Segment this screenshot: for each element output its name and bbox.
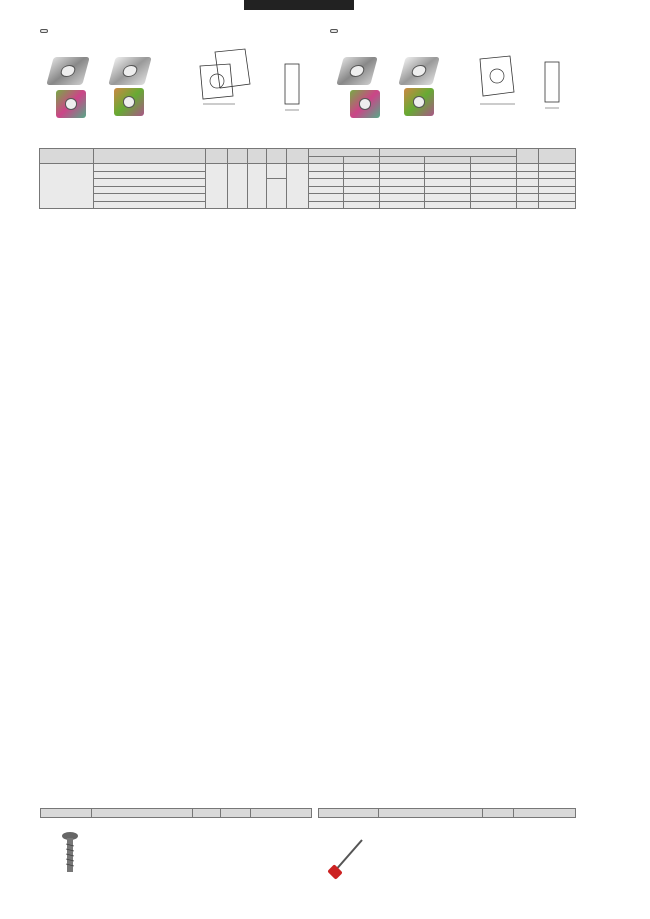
grade-cell-c425 (379, 201, 425, 209)
dim-ic (227, 164, 247, 209)
grade-cell-h216 (344, 179, 379, 187)
price (538, 164, 575, 172)
col-ic (227, 149, 247, 164)
price (538, 179, 575, 187)
col-coated (379, 149, 516, 157)
col-uncoated (309, 149, 380, 157)
grade-cell-c430 (425, 171, 471, 179)
stock (516, 171, 538, 179)
type310-title (330, 29, 338, 33)
driver-table (318, 808, 576, 818)
clamping-screw-table (40, 808, 312, 818)
grade-cell-c430 (425, 179, 471, 187)
stock (516, 186, 538, 194)
grade-cell-c425 (379, 179, 425, 187)
model-number (94, 164, 206, 172)
model-number (94, 179, 206, 187)
col-s (247, 149, 267, 164)
grade-cell-c425 (379, 164, 425, 172)
grade-cell-h216 (344, 164, 379, 172)
dim-d1 (287, 164, 309, 209)
grade-h210t (309, 156, 344, 164)
insert-dimension-drawing-left (175, 44, 315, 120)
grade-h216t (344, 156, 379, 164)
stock (516, 164, 538, 172)
stock (516, 179, 538, 187)
table-row (40, 164, 576, 172)
insert-image-m50q (114, 88, 144, 116)
stock (516, 201, 538, 209)
dim-re (267, 179, 287, 209)
stock (516, 194, 538, 202)
ecocut-insert-table (39, 148, 576, 209)
grade-cell-c430 (425, 186, 471, 194)
hand (206, 164, 228, 209)
grade-cell-c435 (471, 179, 517, 187)
insert-dimension-drawing-right (470, 44, 575, 120)
grade-cell-c435 (471, 194, 517, 202)
model-number (94, 171, 206, 179)
price (538, 201, 575, 209)
grade-cell-c425 (379, 194, 425, 202)
grade-cell-c435 (471, 201, 517, 209)
grade-cell-c425 (379, 171, 425, 179)
price (538, 186, 575, 194)
screw-icon (55, 830, 85, 880)
model-number (94, 201, 206, 209)
grade-cell-h210 (309, 179, 344, 187)
grade-cell-h210 (309, 186, 344, 194)
dim-re (267, 164, 287, 179)
top-tab-bar (244, 0, 354, 10)
insert-image-27q (108, 57, 152, 85)
insert-image-27q-n (398, 57, 440, 85)
grade-cell-c430 (425, 194, 471, 202)
model-number (94, 186, 206, 194)
grade-cell-h216 (344, 201, 379, 209)
col-price (538, 149, 575, 164)
insert-image-27p-n (336, 57, 378, 85)
grade-ctcp425 (379, 156, 425, 164)
col-type (40, 149, 94, 164)
insert-image-er-el (56, 90, 86, 118)
col-hand (206, 149, 228, 164)
grade-ctpp430 (425, 156, 471, 164)
grade-cell-h210 (309, 171, 344, 179)
grade-cell-c430 (425, 164, 471, 172)
price (538, 171, 575, 179)
model-number (94, 194, 206, 202)
grade-cell-h216 (344, 186, 379, 194)
insert-image-m50q-n (404, 88, 434, 116)
type12-title (40, 29, 48, 33)
insert-image-27p (46, 57, 90, 85)
grade-cell-c435 (471, 164, 517, 172)
col-model (94, 149, 206, 164)
grade-cell-c435 (471, 171, 517, 179)
col-d1 (287, 149, 309, 164)
grade-cell-c435 (471, 186, 517, 194)
col-re (267, 149, 287, 164)
screwdriver-icon (326, 832, 371, 880)
grade-cell-c430 (425, 201, 471, 209)
insert-type (40, 164, 94, 209)
col-stock (516, 149, 538, 164)
dim-s (247, 164, 267, 209)
grade-cell-h210 (309, 194, 344, 202)
price (538, 194, 575, 202)
insert-image-en (350, 90, 380, 118)
grade-cell-h210 (309, 164, 344, 172)
grade-cell-h216 (344, 194, 379, 202)
grade-cell-h210 (309, 201, 344, 209)
grade-cell-c425 (379, 186, 425, 194)
grade-ctcp435 (471, 156, 517, 164)
grade-cell-h216 (344, 171, 379, 179)
